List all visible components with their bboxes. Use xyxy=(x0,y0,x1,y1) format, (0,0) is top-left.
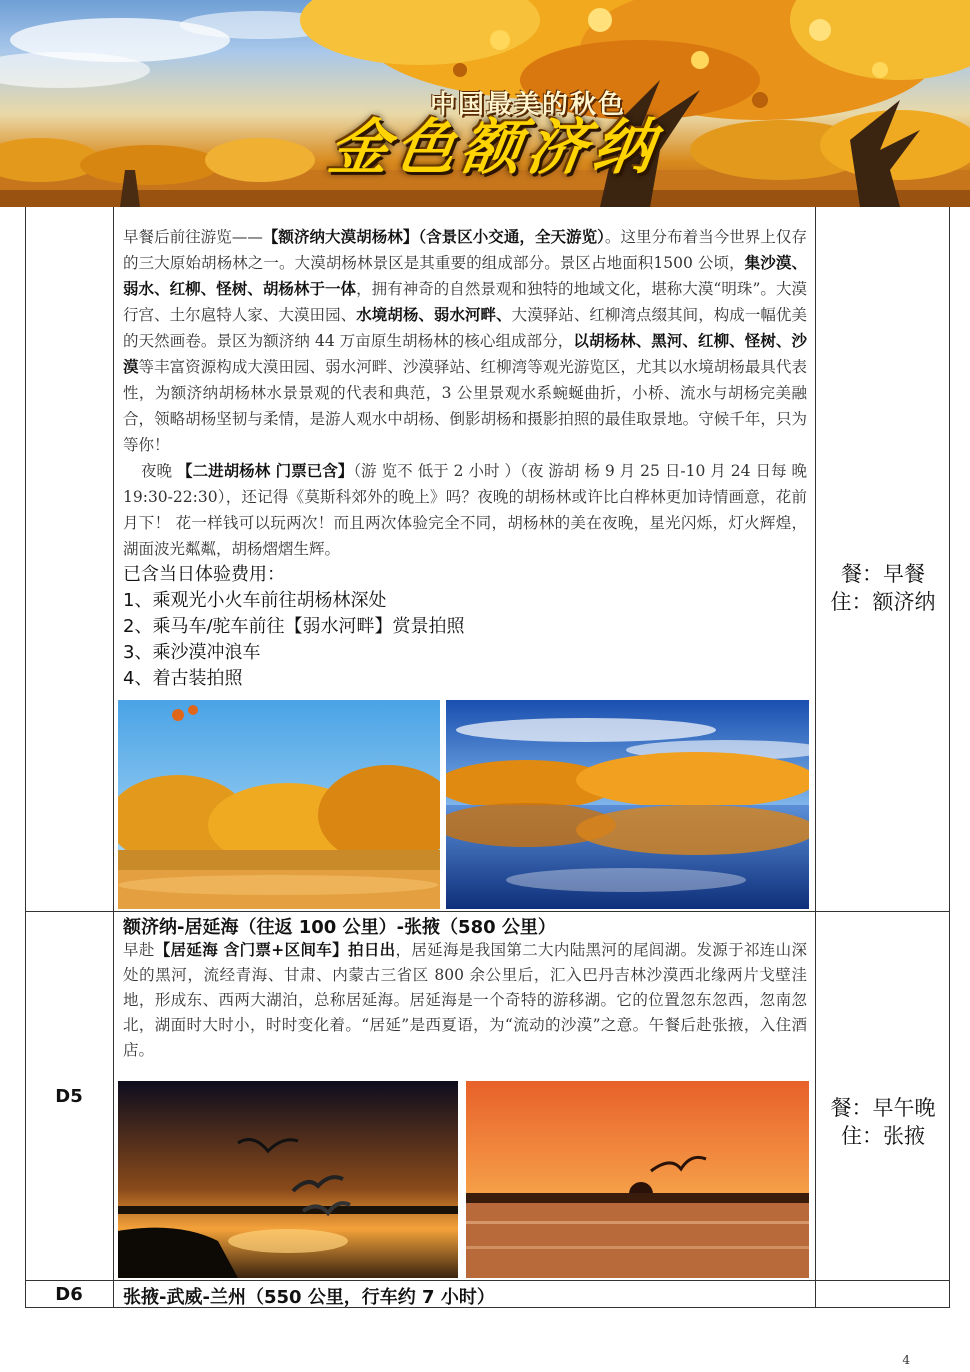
day5-lead: 早赴 xyxy=(123,941,155,959)
day4-fee-item: 3、乘沙漠冲浪车 xyxy=(123,642,261,663)
day4-fee-item: 2、乘马车/驼车前往【弱水河畔】赏景拍照 xyxy=(123,616,465,637)
row-divider-d5 xyxy=(25,911,950,912)
day4-para1-text2: ，拥有神奇的自然景观和独特的地域文化，堪称大漠“明珠”。大漠行宫、土尔扈特人家、大漠田园、 xyxy=(123,280,807,324)
banner-title: 金色额济纳 xyxy=(324,113,665,183)
column-divider-day xyxy=(113,207,114,1308)
day5-text: ，居延海是我国第二大内陆黑河的尾闾湖。发源于祁连山深处的黑河，流经青海、甘肃、内蒙古三省区 800 余公里后，汇入巴丹吉林沙漠西北缘两片戈壁洼地，形成东、西两大湖泊，总称居延海。居延海是一个奇特的游移湖。它的位置忽东忽西，忽南忽北，湖面时大时小，时时变化着。“居延”是西夏语，为“流动的沙漠”之意。午餐后赴张掖，入住酒店。 xyxy=(123,941,807,1059)
day5-meal: 餐：早午晚 xyxy=(830,1096,936,1120)
day5-attraction: 【居延海 含门票+区间车】拍日出 xyxy=(154,940,396,959)
day4-fee-item: 1、乘观光小火车前往胡杨林深处 xyxy=(123,590,387,611)
day-label-d5: D5 xyxy=(55,1086,83,1107)
day4-night-description xyxy=(123,458,807,562)
day4-highlight-1: 集沙漠、弱水、红柳、怪树、胡杨林于一体 xyxy=(123,253,807,298)
day5-stay: 住：张掖 xyxy=(841,1124,925,1148)
day4-night-lead: 夜晚 xyxy=(141,462,178,480)
juyan-lake-sunset-photo xyxy=(466,1081,809,1278)
day4-highlight-2: 水境胡杨、弱水河畔、 xyxy=(356,305,512,324)
day4-fee-item: 4、着古装拍照 xyxy=(123,668,243,689)
day4-meal-stay xyxy=(816,560,950,616)
day4-description xyxy=(123,224,807,458)
day4-attraction-name: 【额济纳大漠胡杨林】（含景区小交通，全天游览） xyxy=(262,227,605,246)
day4-meal: 餐：早餐 xyxy=(841,562,925,586)
banner-subtitle: 中国最美的秋色 xyxy=(430,90,627,120)
poplar-lake-photo xyxy=(118,700,440,909)
table-border-left xyxy=(25,207,26,1308)
day4-fees-list xyxy=(123,562,807,692)
day6-heading: 张掖-武威-兰州（550 公里，行车约 7 小时） xyxy=(123,1287,495,1308)
day5-meal-stay xyxy=(816,1094,950,1150)
day4-para1-text3: 大漠驿站、红柳湾点缀其间，构成一幅优美的天然画卷。景区为额济纳 44 万亩原生胡杨林的核心组成部分， xyxy=(123,306,807,350)
day4-fees-title: 已含当日体验费用： xyxy=(123,564,285,585)
juyan-lake-sunrise-photo xyxy=(118,1081,458,1278)
day5-heading: 额济纳-居延海（往返 100 公里）-张掖（580 公里） xyxy=(123,917,556,938)
row-divider-d6 xyxy=(25,1280,950,1281)
day4-para1-text1: 。这里分布着当今世界上仅存的三大原始胡杨林之一。大漠胡杨林景区是其重要的组成部分。景区占地面积1500 公顷， xyxy=(123,228,807,272)
day5-description xyxy=(123,937,807,1063)
day4-night-attraction: 【二进胡杨林 门票已含】 xyxy=(177,461,354,480)
day4-night-text: （游 览不 低于 2 小时 ）（夜 游胡 杨 9 月 25 日-10 月 24 日每 晚 19:30-22:30），还记得《莫斯科郊外的晚上》吗？夜晚的胡杨林或许比白桦林更加诗情画意，花前月下！ 花一样钱可以玩两次！而且两次体验完全不同，胡杨林的美在夜晚，星光闪烁，灯火辉煌，湖面波光粼粼，胡杨熠熠生辉。 xyxy=(123,462,807,558)
day4-stay: 住：额济纳 xyxy=(830,590,936,614)
day4-para1-lead: 早餐后前往游览—— xyxy=(123,228,263,246)
day4-highlight-3: 以胡杨林、黑河、红柳、怪树、沙漠 xyxy=(123,331,807,376)
day-label-d6: D6 xyxy=(55,1284,83,1305)
day4-para1-text4: 等丰富资源构成大漠田园、弱水河畔、沙漠驿站、红柳湾等观光游览区，尤其以水境胡杨最具代表性，为额济纳胡杨林水景景观的代表和典范，3 公里景观水系蜿蜒曲折，小桥、流水与胡杨完美融合，领略胡杨坚韧与柔情，是游人观水中胡杨、倒影胡杨和摄影拍照的最佳取景地。守候千年，只为等你！ xyxy=(123,358,807,454)
poplar-reflection-photo xyxy=(446,700,809,909)
page-number: 4 xyxy=(902,1353,910,1367)
